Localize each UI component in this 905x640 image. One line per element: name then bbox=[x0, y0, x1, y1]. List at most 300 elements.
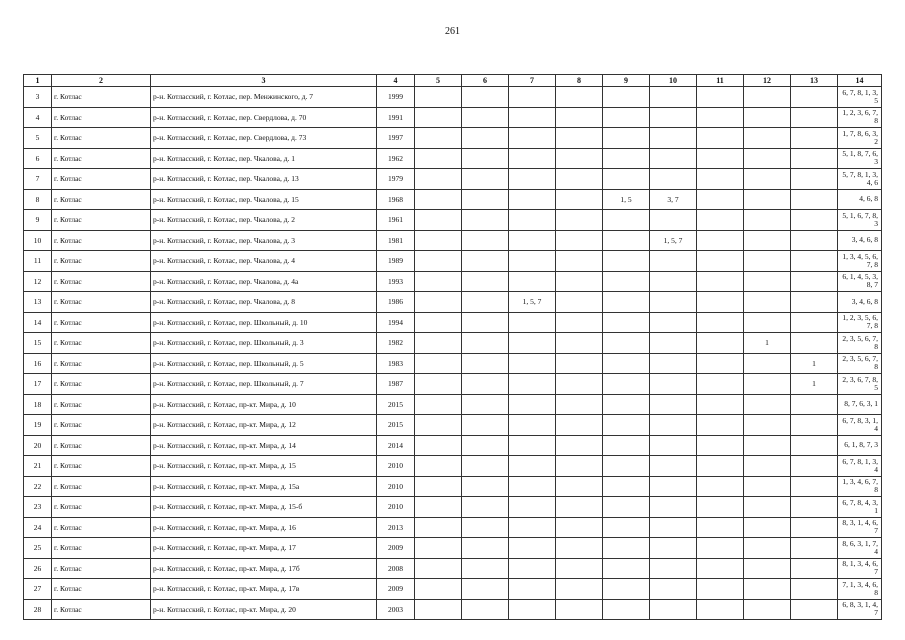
table-cell-col-10 bbox=[650, 415, 697, 436]
table-cell-col-1: 10 bbox=[24, 230, 52, 251]
table-cell-col-14: 5, 1, 8, 7, 6, 3 bbox=[838, 148, 882, 169]
table-cell-col-6 bbox=[462, 87, 509, 108]
table-cell-col-4: 2013 bbox=[377, 517, 415, 538]
table-cell-col-1: 8 bbox=[24, 189, 52, 210]
table-row bbox=[24, 271, 882, 292]
table-row bbox=[24, 169, 882, 190]
table-cell-col-6 bbox=[462, 251, 509, 272]
table-cell-col-11 bbox=[697, 558, 744, 579]
table-cell-col-6 bbox=[462, 148, 509, 169]
table-cell-col-1: 17 bbox=[24, 374, 52, 395]
table-cell-col-10 bbox=[650, 538, 697, 559]
column-header-6: 6 bbox=[462, 75, 509, 87]
table-cell-col-5 bbox=[415, 476, 462, 497]
table-cell-col-3: р-н. Котласский, г. Котлас, пр-кт. Мира, д. 15 bbox=[151, 456, 377, 477]
table-cell-col-13 bbox=[791, 435, 838, 456]
table-cell-col-12 bbox=[744, 189, 791, 210]
table-cell-col-6 bbox=[462, 374, 509, 395]
table-cell-col-9 bbox=[603, 148, 650, 169]
table-cell-col-1: 15 bbox=[24, 333, 52, 354]
table-cell-col-9 bbox=[603, 415, 650, 436]
table-cell-col-2: г. Котлас bbox=[52, 333, 151, 354]
table-cell-col-6 bbox=[462, 415, 509, 436]
table-cell-col-5 bbox=[415, 415, 462, 436]
table-cell-col-1: 26 bbox=[24, 558, 52, 579]
table-row bbox=[24, 538, 882, 559]
table-cell-col-6 bbox=[462, 230, 509, 251]
table-cell-col-4: 2010 bbox=[377, 497, 415, 518]
table-cell-col-4: 1982 bbox=[377, 333, 415, 354]
table-cell-col-14: 2, 3, 6, 7, 8, 5 bbox=[838, 374, 882, 395]
table-cell-col-6 bbox=[462, 579, 509, 600]
table-cell-col-7 bbox=[509, 579, 556, 600]
table-cell-col-3: р-н. Котласский, г. Котлас, пер. Чкалова, д. 3 bbox=[151, 230, 377, 251]
table-cell-col-8 bbox=[556, 312, 603, 333]
table-cell-col-2: г. Котлас bbox=[52, 87, 151, 108]
table-cell-col-2: г. Котлас bbox=[52, 599, 151, 620]
table-row bbox=[24, 435, 882, 456]
table-cell-col-9 bbox=[603, 579, 650, 600]
table-cell-col-11 bbox=[697, 292, 744, 313]
table-cell-col-3: р-н. Котласский, г. Котлас, пер. Чкалова, д. 8 bbox=[151, 292, 377, 313]
table-cell-col-5 bbox=[415, 87, 462, 108]
table-cell-col-14: 6, 7, 8, 1, 3, 4 bbox=[838, 456, 882, 477]
table-cell-col-11 bbox=[697, 435, 744, 456]
table-row bbox=[24, 292, 882, 313]
table-cell-col-8 bbox=[556, 579, 603, 600]
table-cell-col-3: р-н. Котласский, г. Котлас, пер. Свердлова, д. 70 bbox=[151, 107, 377, 128]
table-row bbox=[24, 107, 882, 128]
table-cell-col-5 bbox=[415, 312, 462, 333]
table-cell-col-14: 3, 4, 6, 8 bbox=[838, 292, 882, 313]
table-cell-col-3: р-н. Котласский, г. Котлас, пр-кт. Мира, д. 15а bbox=[151, 476, 377, 497]
table-row bbox=[24, 353, 882, 374]
table-cell-col-9 bbox=[603, 271, 650, 292]
table-cell-col-14: 6, 8, 3, 1, 4, 7 bbox=[838, 599, 882, 620]
table-cell-col-2: г. Котлас bbox=[52, 169, 151, 190]
table-cell-col-10 bbox=[650, 251, 697, 272]
table-cell-col-12 bbox=[744, 599, 791, 620]
table-cell-col-8 bbox=[556, 497, 603, 518]
table-cell-col-13 bbox=[791, 169, 838, 190]
table-cell-col-6 bbox=[462, 292, 509, 313]
table-row bbox=[24, 558, 882, 579]
table-cell-col-8 bbox=[556, 189, 603, 210]
table-cell-col-1: 28 bbox=[24, 599, 52, 620]
table-cell-col-12 bbox=[744, 538, 791, 559]
table-row bbox=[24, 374, 882, 395]
table-cell-col-6 bbox=[462, 169, 509, 190]
table-row bbox=[24, 230, 882, 251]
table-cell-col-6 bbox=[462, 271, 509, 292]
table-cell-col-3: р-н. Котласский, г. Котлас, пер. Школьный, д. 10 bbox=[151, 312, 377, 333]
table-cell-col-7 bbox=[509, 517, 556, 538]
table-cell-col-3: р-н. Котласский, г. Котлас, пр-кт. Мира, д. 17 bbox=[151, 538, 377, 559]
table-cell-col-12 bbox=[744, 435, 791, 456]
table-cell-col-11 bbox=[697, 415, 744, 436]
table-cell-col-10 bbox=[650, 374, 697, 395]
table-cell-col-3: р-н. Котласский, г. Котлас, пер. Чкалова, д. 15 bbox=[151, 189, 377, 210]
table-cell-col-6 bbox=[462, 435, 509, 456]
table-cell-col-13 bbox=[791, 87, 838, 108]
table-cell-col-5 bbox=[415, 538, 462, 559]
table-cell-col-7 bbox=[509, 87, 556, 108]
table-cell-col-8 bbox=[556, 230, 603, 251]
table-row bbox=[24, 312, 882, 333]
table-cell-col-9 bbox=[603, 517, 650, 538]
table-cell-col-11 bbox=[697, 353, 744, 374]
table-cell-col-10 bbox=[650, 476, 697, 497]
table-cell-col-8 bbox=[556, 292, 603, 313]
table-cell-col-10 bbox=[650, 107, 697, 128]
table-cell-col-5 bbox=[415, 230, 462, 251]
table-cell-col-4: 2009 bbox=[377, 579, 415, 600]
table-cell-col-3: р-н. Котласский, г. Котлас, пер. Чкалова, д. 2 bbox=[151, 210, 377, 231]
table-cell-col-13 bbox=[791, 271, 838, 292]
table-cell-col-1: 14 bbox=[24, 312, 52, 333]
table-row bbox=[24, 517, 882, 538]
table-cell-col-7 bbox=[509, 435, 556, 456]
table-row bbox=[24, 251, 882, 272]
column-header-13: 13 bbox=[791, 75, 838, 87]
table-cell-col-8 bbox=[556, 476, 603, 497]
table-cell-col-13 bbox=[791, 538, 838, 559]
table-cell-col-12 bbox=[744, 251, 791, 272]
header-row bbox=[24, 75, 882, 87]
table-cell-col-4: 1981 bbox=[377, 230, 415, 251]
table-cell-col-13 bbox=[791, 579, 838, 600]
table-cell-col-5 bbox=[415, 374, 462, 395]
table-row bbox=[24, 333, 882, 354]
table-cell-col-7 bbox=[509, 497, 556, 518]
table-cell-col-8 bbox=[556, 374, 603, 395]
table-cell-col-1: 22 bbox=[24, 476, 52, 497]
table-cell-col-2: г. Котлас bbox=[52, 251, 151, 272]
table-cell-col-9 bbox=[603, 538, 650, 559]
table-cell-col-4: 1961 bbox=[377, 210, 415, 231]
table-cell-col-11 bbox=[697, 210, 744, 231]
table-cell-col-8 bbox=[556, 148, 603, 169]
table-cell-col-7 bbox=[509, 599, 556, 620]
table-cell-col-3: р-н. Котласский, г. Котлас, пр-кт. Мира, д. 17б bbox=[151, 558, 377, 579]
table-cell-col-10 bbox=[650, 558, 697, 579]
table-cell-col-2: г. Котлас bbox=[52, 107, 151, 128]
table-cell-col-5 bbox=[415, 333, 462, 354]
table-cell-col-11 bbox=[697, 312, 744, 333]
table-cell-col-5 bbox=[415, 599, 462, 620]
table-cell-col-2: г. Котлас bbox=[52, 210, 151, 231]
table-cell-col-7 bbox=[509, 210, 556, 231]
table-cell-col-2: г. Котлас bbox=[52, 497, 151, 518]
table-cell-col-11 bbox=[697, 189, 744, 210]
table-cell-col-10: 1, 5, 7 bbox=[650, 230, 697, 251]
table-cell-col-5 bbox=[415, 292, 462, 313]
table-cell-col-8 bbox=[556, 128, 603, 149]
table-cell-col-6 bbox=[462, 558, 509, 579]
table-cell-col-12 bbox=[744, 87, 791, 108]
table-cell-col-1: 27 bbox=[24, 579, 52, 600]
table-cell-col-10 bbox=[650, 210, 697, 231]
table-cell-col-13 bbox=[791, 333, 838, 354]
table-cell-col-11 bbox=[697, 333, 744, 354]
table-cell-col-2: г. Котлас bbox=[52, 517, 151, 538]
table-cell-col-7 bbox=[509, 394, 556, 415]
column-header-10: 10 bbox=[650, 75, 697, 87]
table-cell-col-6 bbox=[462, 394, 509, 415]
table-cell-col-9: 1, 5 bbox=[603, 189, 650, 210]
table-cell-col-4: 1962 bbox=[377, 148, 415, 169]
table-cell-col-9 bbox=[603, 435, 650, 456]
table-cell-col-14: 6, 1, 4, 5, 3, 8, 7 bbox=[838, 271, 882, 292]
table-cell-col-9 bbox=[603, 599, 650, 620]
table-cell-col-5 bbox=[415, 497, 462, 518]
table-cell-col-1: 16 bbox=[24, 353, 52, 374]
table-cell-col-7 bbox=[509, 148, 556, 169]
table-row bbox=[24, 148, 882, 169]
table-cell-col-5 bbox=[415, 394, 462, 415]
table-cell-col-12 bbox=[744, 579, 791, 600]
table-cell-col-11 bbox=[697, 579, 744, 600]
table-cell-col-3: р-н. Котласский, г. Котлас, пер. Чкалова, д. 1 bbox=[151, 148, 377, 169]
table-cell-col-11 bbox=[697, 497, 744, 518]
table-cell-col-14: 8, 7, 6, 3, 1 bbox=[838, 394, 882, 415]
table-cell-col-11 bbox=[697, 148, 744, 169]
table-cell-col-7 bbox=[509, 353, 556, 374]
table-cell-col-7 bbox=[509, 251, 556, 272]
table-cell-col-7 bbox=[509, 415, 556, 436]
table-cell-col-3: р-н. Котласский, г. Котлас, пр-кт. Мира, д. 10 bbox=[151, 394, 377, 415]
table-cell-col-6 bbox=[462, 210, 509, 231]
table-cell-col-3: р-н. Котласский, г. Котлас, пер. Школьный, д. 3 bbox=[151, 333, 377, 354]
table-cell-col-9 bbox=[603, 210, 650, 231]
table-cell-col-12 bbox=[744, 128, 791, 149]
table-row bbox=[24, 476, 882, 497]
table-cell-col-12 bbox=[744, 497, 791, 518]
table-cell-col-10 bbox=[650, 579, 697, 600]
table-cell-col-2: г. Котлас bbox=[52, 271, 151, 292]
table-cell-col-6 bbox=[462, 128, 509, 149]
table-cell-col-11 bbox=[697, 538, 744, 559]
table-cell-col-9 bbox=[603, 169, 650, 190]
table-cell-col-5 bbox=[415, 189, 462, 210]
table-cell-col-14: 6, 7, 8, 3, 1, 4 bbox=[838, 415, 882, 436]
table-cell-col-4: 2014 bbox=[377, 435, 415, 456]
table-cell-col-10 bbox=[650, 333, 697, 354]
table-cell-col-5 bbox=[415, 517, 462, 538]
table-cell-col-12 bbox=[744, 169, 791, 190]
table-row bbox=[24, 415, 882, 436]
table-cell-col-13 bbox=[791, 292, 838, 313]
table-cell-col-13: 1 bbox=[791, 353, 838, 374]
table-cell-col-4: 1983 bbox=[377, 353, 415, 374]
table-cell-col-8 bbox=[556, 517, 603, 538]
table-cell-col-8 bbox=[556, 107, 603, 128]
table-cell-col-10 bbox=[650, 148, 697, 169]
table-cell-col-7 bbox=[509, 107, 556, 128]
table-cell-col-8 bbox=[556, 87, 603, 108]
table-cell-col-10 bbox=[650, 497, 697, 518]
table-cell-col-6 bbox=[462, 312, 509, 333]
table-row bbox=[24, 456, 882, 477]
table-cell-col-7 bbox=[509, 271, 556, 292]
table-cell-col-1: 24 bbox=[24, 517, 52, 538]
table-cell-col-12 bbox=[744, 394, 791, 415]
table-cell-col-12 bbox=[744, 374, 791, 395]
table-cell-col-14: 1, 3, 4, 5, 6, 7, 8 bbox=[838, 251, 882, 272]
column-header-11: 11 bbox=[697, 75, 744, 87]
table-cell-col-10 bbox=[650, 87, 697, 108]
table-cell-col-3: р-н. Котласский, г. Котлас, пер. Свердлова, д. 73 bbox=[151, 128, 377, 149]
table-cell-col-6 bbox=[462, 538, 509, 559]
table-cell-col-14: 3, 4, 6, 8 bbox=[838, 230, 882, 251]
table-cell-col-4: 2009 bbox=[377, 538, 415, 559]
table-cell-col-12: 1 bbox=[744, 333, 791, 354]
table-row bbox=[24, 128, 882, 149]
table-cell-col-13 bbox=[791, 312, 838, 333]
table-cell-col-4: 1991 bbox=[377, 107, 415, 128]
column-header-1: 1 bbox=[24, 75, 52, 87]
table-cell-col-10 bbox=[650, 128, 697, 149]
table-cell-col-10 bbox=[650, 353, 697, 374]
table-cell-col-6 bbox=[462, 333, 509, 354]
table-cell-col-2: г. Котлас bbox=[52, 230, 151, 251]
column-header-8: 8 bbox=[556, 75, 603, 87]
table-cell-col-12 bbox=[744, 210, 791, 231]
table-cell-col-11 bbox=[697, 456, 744, 477]
column-header-7: 7 bbox=[509, 75, 556, 87]
table-cell-col-7 bbox=[509, 169, 556, 190]
column-header-9: 9 bbox=[603, 75, 650, 87]
column-header-12: 12 bbox=[744, 75, 791, 87]
table-cell-col-1: 25 bbox=[24, 538, 52, 559]
table-row bbox=[24, 87, 882, 108]
table-cell-col-13 bbox=[791, 415, 838, 436]
table-cell-col-13 bbox=[791, 558, 838, 579]
table-cell-col-6 bbox=[462, 456, 509, 477]
table-cell-col-5 bbox=[415, 435, 462, 456]
table-cell-col-4: 1968 bbox=[377, 189, 415, 210]
table-cell-col-11 bbox=[697, 169, 744, 190]
table-cell-col-10 bbox=[650, 517, 697, 538]
table-cell-col-4: 2008 bbox=[377, 558, 415, 579]
table-cell-col-4: 2010 bbox=[377, 476, 415, 497]
table-cell-col-13 bbox=[791, 230, 838, 251]
table-body bbox=[24, 87, 882, 620]
table-cell-col-9 bbox=[603, 333, 650, 354]
table-cell-col-13 bbox=[791, 148, 838, 169]
table-cell-col-13 bbox=[791, 599, 838, 620]
register-table bbox=[23, 74, 882, 620]
table-cell-col-13 bbox=[791, 210, 838, 231]
table-cell-col-9 bbox=[603, 456, 650, 477]
table-cell-col-14: 2, 3, 5, 6, 7, 8 bbox=[838, 333, 882, 354]
table-row bbox=[24, 189, 882, 210]
table-cell-col-1: 20 bbox=[24, 435, 52, 456]
table-cell-col-8 bbox=[556, 558, 603, 579]
table-cell-col-3: р-н. Котласский, г. Котлас, пер. Школьный, д. 7 bbox=[151, 374, 377, 395]
table-cell-col-6 bbox=[462, 353, 509, 374]
table-cell-col-2: г. Котлас bbox=[52, 476, 151, 497]
table-cell-col-7: 1, 5, 7 bbox=[509, 292, 556, 313]
table-cell-col-2: г. Котлас bbox=[52, 435, 151, 456]
table-cell-col-12 bbox=[744, 456, 791, 477]
column-header-4: 4 bbox=[377, 75, 415, 87]
table-cell-col-2: г. Котлас bbox=[52, 312, 151, 333]
table-cell-col-11 bbox=[697, 374, 744, 395]
table-cell-col-13: 1 bbox=[791, 374, 838, 395]
table-cell-col-4: 2003 bbox=[377, 599, 415, 620]
table-cell-col-13 bbox=[791, 517, 838, 538]
table-cell-col-3: р-н. Котласский, г. Котлас, пр-кт. Мира, д. 14 bbox=[151, 435, 377, 456]
table-cell-col-11 bbox=[697, 599, 744, 620]
table-cell-col-10 bbox=[650, 271, 697, 292]
table-cell-col-2: г. Котлас bbox=[52, 128, 151, 149]
table-cell-col-7 bbox=[509, 333, 556, 354]
table-cell-col-9 bbox=[603, 87, 650, 108]
table-cell-col-1: 19 bbox=[24, 415, 52, 436]
table-cell-col-12 bbox=[744, 292, 791, 313]
table-cell-col-4: 1997 bbox=[377, 128, 415, 149]
table-cell-col-1: 18 bbox=[24, 394, 52, 415]
table-cell-col-12 bbox=[744, 415, 791, 436]
table-cell-col-8 bbox=[556, 456, 603, 477]
table-cell-col-13 bbox=[791, 251, 838, 272]
table-cell-col-8 bbox=[556, 353, 603, 374]
table-cell-col-9 bbox=[603, 497, 650, 518]
table-cell-col-1: 7 bbox=[24, 169, 52, 190]
table-cell-col-11 bbox=[697, 517, 744, 538]
table-cell-col-4: 1987 bbox=[377, 374, 415, 395]
table-cell-col-3: р-н. Котласский, г. Котлас, пр-кт. Мира, д. 12 bbox=[151, 415, 377, 436]
table-cell-col-9 bbox=[603, 312, 650, 333]
table-cell-col-12 bbox=[744, 517, 791, 538]
table-cell-col-3: р-н. Котласский, г. Котлас, пер. Школьный, д. 5 bbox=[151, 353, 377, 374]
table-cell-col-13 bbox=[791, 497, 838, 518]
table-cell-col-1: 9 bbox=[24, 210, 52, 231]
table-cell-col-14: 1, 2, 3, 5, 6, 7, 8 bbox=[838, 312, 882, 333]
table-cell-col-9 bbox=[603, 476, 650, 497]
table-cell-col-12 bbox=[744, 107, 791, 128]
column-header-14: 14 bbox=[838, 75, 882, 87]
table-cell-col-14: 1, 7, 8, 6, 3, 2 bbox=[838, 128, 882, 149]
table-cell-col-8 bbox=[556, 538, 603, 559]
table-cell-col-1: 5 bbox=[24, 128, 52, 149]
table-cell-col-3: р-н. Котласский, г. Котлас, пер. Чкалова, д. 13 bbox=[151, 169, 377, 190]
table-cell-col-10 bbox=[650, 599, 697, 620]
table-cell-col-12 bbox=[744, 148, 791, 169]
table-cell-col-14: 5, 7, 8, 1, 3, 4, 6 bbox=[838, 169, 882, 190]
table-cell-col-2: г. Котлас bbox=[52, 189, 151, 210]
table-cell-col-10 bbox=[650, 312, 697, 333]
table-cell-col-2: г. Котлас bbox=[52, 374, 151, 395]
table-cell-col-6 bbox=[462, 599, 509, 620]
table-cell-col-9 bbox=[603, 374, 650, 395]
table-cell-col-12 bbox=[744, 476, 791, 497]
table-cell-col-11 bbox=[697, 87, 744, 108]
table-cell-col-9 bbox=[603, 394, 650, 415]
table-cell-col-14: 6, 7, 8, 1, 3, 5 bbox=[838, 87, 882, 108]
table-cell-col-11 bbox=[697, 271, 744, 292]
table-cell-col-5 bbox=[415, 107, 462, 128]
table-cell-col-14: 7, 1, 3, 4, 6, 8 bbox=[838, 579, 882, 600]
table-cell-col-5 bbox=[415, 271, 462, 292]
table-cell-col-6 bbox=[462, 476, 509, 497]
table-cell-col-14: 6, 1, 8, 7, 3 bbox=[838, 435, 882, 456]
page-number: 261 bbox=[445, 26, 460, 37]
table-row bbox=[24, 394, 882, 415]
table-cell-col-3: р-н. Котласский, г. Котлас, пер. Чкалова, д. 4 bbox=[151, 251, 377, 272]
table-cell-col-8 bbox=[556, 599, 603, 620]
